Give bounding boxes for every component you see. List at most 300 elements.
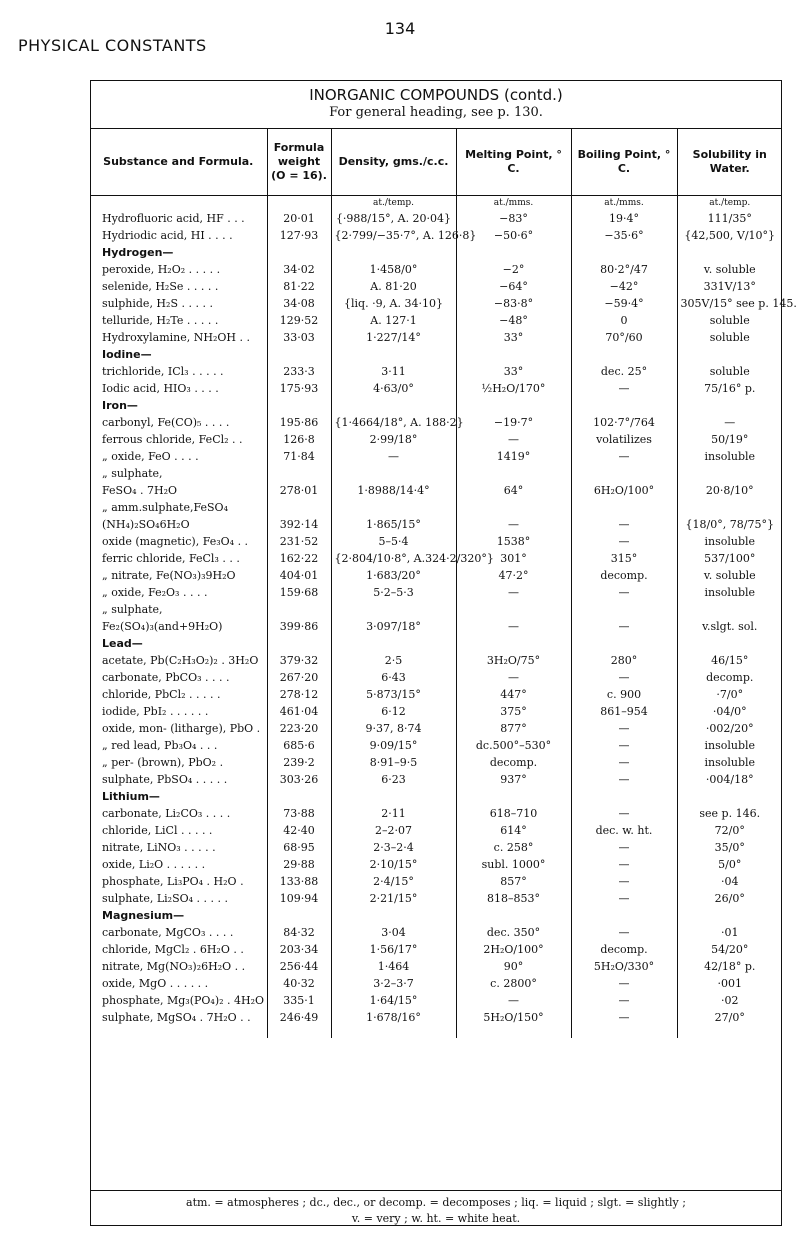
solubility-cell: v. soluble xyxy=(677,261,782,278)
melting-point-cell: 64° xyxy=(456,482,571,499)
col-header-boiling-point: Boiling Point, ° C. xyxy=(571,129,677,196)
substance-cell: chloride, MgCl₂ . 6H₂O . . xyxy=(102,943,244,956)
solubility-cell xyxy=(677,907,782,924)
boiling-point-cell: — xyxy=(571,975,677,992)
footnote-line-1: atm. = atmospheres ; dc., dec., or decomp. = decomposes ; liq. = liquid ; slgt. = slightly ; xyxy=(186,1196,686,1209)
formula-weight-cell: 278·12 xyxy=(267,686,331,703)
melting-point-cell: 301° xyxy=(456,550,571,567)
table-row xyxy=(90,482,782,499)
solubility-cell: ·04 xyxy=(677,873,782,890)
formula-weight-cell: 175·93 xyxy=(267,380,331,397)
table-row xyxy=(90,924,782,941)
solubility-cell xyxy=(677,465,782,482)
unit-cell: at./temp. xyxy=(677,196,782,211)
table-row xyxy=(90,227,782,244)
density-cell xyxy=(331,465,456,482)
solubility-cell: — xyxy=(677,414,782,431)
solubility-cell: 20·8/10° xyxy=(677,482,782,499)
density-cell: 6·12 xyxy=(331,703,456,720)
substance-cell: „ sulphate, xyxy=(102,467,163,480)
table-row xyxy=(90,771,782,788)
boiling-point-cell: dec. w. ht. xyxy=(571,822,677,839)
table-row xyxy=(90,550,782,567)
boiling-point-cell: — xyxy=(571,1009,677,1026)
substance-cell: sulphate, MgSO₄ . 7H₂O . . xyxy=(102,1011,251,1024)
melting-point-cell: −48° xyxy=(456,312,571,329)
boiling-point-cell xyxy=(571,346,677,363)
table-row xyxy=(90,805,782,822)
density-cell: 9·09/15° xyxy=(331,737,456,754)
density-cell: 2·11 xyxy=(331,805,456,822)
formula-weight-cell: 278·01 xyxy=(267,482,331,499)
unit-cell xyxy=(267,196,331,211)
density-cell xyxy=(331,346,456,363)
solubility-cell: ·002/20° xyxy=(677,720,782,737)
solubility-cell: 50/19° xyxy=(677,431,782,448)
table-row xyxy=(90,839,782,856)
formula-weight-cell: 392·14 xyxy=(267,516,331,533)
col-header-melting-point: Melting Point, ° C. xyxy=(456,129,571,196)
boiling-point-cell: dec. 25° xyxy=(571,363,677,380)
table-row xyxy=(90,278,782,295)
density-cell: 1·64/15° xyxy=(331,992,456,1009)
table-row xyxy=(90,686,782,703)
boiling-point-cell: 315° xyxy=(571,550,677,567)
density-cell: 8·91–9·5 xyxy=(331,754,456,771)
spacer-cell xyxy=(331,1026,456,1038)
formula-weight-cell: 34·08 xyxy=(267,295,331,312)
melting-point-cell xyxy=(456,346,571,363)
substance-cell: carbonate, MgCO₃ . . . . xyxy=(102,926,234,939)
boiling-point-cell: — xyxy=(571,516,677,533)
formula-weight-cell: 461·04 xyxy=(267,703,331,720)
solubility-cell: ·001 xyxy=(677,975,782,992)
running-head: PHYSICAL CONSTANTS xyxy=(18,36,207,55)
page-number: 134 xyxy=(384,19,416,38)
table-row xyxy=(90,261,782,278)
table-row xyxy=(90,618,782,635)
boiling-point-cell: — xyxy=(571,533,677,550)
solubility-cell: 75/16° p. xyxy=(677,380,782,397)
solubility-cell xyxy=(677,346,782,363)
solubility-cell: insoluble xyxy=(677,533,782,550)
table-row xyxy=(90,652,782,669)
boiling-point-cell: 5H₂O/330° xyxy=(571,958,677,975)
solubility-cell: decomp. xyxy=(677,669,782,686)
table-row xyxy=(90,516,782,533)
table-row xyxy=(90,992,782,1009)
density-cell xyxy=(331,601,456,618)
boiling-point-cell: — xyxy=(571,890,677,907)
boiling-point-cell: decomp. xyxy=(571,567,677,584)
unit-cell xyxy=(90,196,267,211)
melting-point-cell: −2° xyxy=(456,261,571,278)
boiling-point-cell: −42° xyxy=(571,278,677,295)
melting-point-cell: −50·6° xyxy=(456,227,571,244)
density-cell xyxy=(331,499,456,516)
density-cell: 1·865/15° xyxy=(331,516,456,533)
density-cell: 1·464 xyxy=(331,958,456,975)
boiling-point-cell: — xyxy=(571,924,677,941)
density-cell: 2·3–2·4 xyxy=(331,839,456,856)
density-cell: 1·56/17° xyxy=(331,941,456,958)
solubility-cell: {42,500, V/10°} xyxy=(677,227,782,244)
density-cell: {liq. ·9, A. 34·10} xyxy=(331,295,456,312)
melting-point-cell: dec. 350° xyxy=(456,924,571,941)
melting-point-cell: 33° xyxy=(456,363,571,380)
table-row xyxy=(90,567,782,584)
boiling-point-cell: — xyxy=(571,754,677,771)
melting-point-cell: −83° xyxy=(456,210,571,227)
density-cell: 1·227/14° xyxy=(331,329,456,346)
solubility-cell: 111/35° xyxy=(677,210,782,227)
compounds-table xyxy=(90,128,797,1038)
header-row xyxy=(90,129,782,196)
spacer-cell xyxy=(677,1026,782,1038)
formula-weight-cell: 126·8 xyxy=(267,431,331,448)
melting-point-cell: 33° xyxy=(456,329,571,346)
solubility-cell: v. soluble xyxy=(677,567,782,584)
boiling-point-cell: — xyxy=(571,669,677,686)
table-row xyxy=(90,312,782,329)
boiling-point-cell: 861–954 xyxy=(571,703,677,720)
formula-weight-cell xyxy=(267,601,331,618)
formula-weight-cell: 133·88 xyxy=(267,873,331,890)
solubility-cell: 46/15° xyxy=(677,652,782,669)
formula-weight-cell: 162·22 xyxy=(267,550,331,567)
melting-point-cell: 47·2° xyxy=(456,567,571,584)
density-cell: 3·097/18° xyxy=(331,618,456,635)
boiling-point-cell: −35·6° xyxy=(571,227,677,244)
boiling-point-cell: volatilizes xyxy=(571,431,677,448)
solubility-cell: insoluble xyxy=(677,754,782,771)
formula-weight-cell: 379·32 xyxy=(267,652,331,669)
solubility-cell xyxy=(677,244,782,261)
formula-weight-cell: 42·40 xyxy=(267,822,331,839)
formula-weight-cell: 233·3 xyxy=(267,363,331,380)
substance-cell: nitrate, Mg(NO₃)₂6H₂O . . xyxy=(102,960,246,973)
substance-cell: carbonate, Li₂CO₃ . . . . xyxy=(102,807,231,820)
substance-cell: Hydrofluoric acid, HF . . . xyxy=(102,212,245,225)
solubility-cell: ·004/18° xyxy=(677,771,782,788)
boiling-point-cell: — xyxy=(571,737,677,754)
col-header-solubility: Solubility in Water. xyxy=(677,129,782,196)
density-cell: 2·5 xyxy=(331,652,456,669)
col-header-substance: Substance and Formula. xyxy=(90,129,267,196)
substance-cell: trichloride, ICl₃ . . . . . xyxy=(102,365,224,378)
formula-weight-cell: 109·94 xyxy=(267,890,331,907)
substance-cell: „ red lead, Pb₃O₄ . . . xyxy=(102,739,218,752)
formula-weight-cell: 223·20 xyxy=(267,720,331,737)
col-header-density: Density, gms./c.c. xyxy=(331,129,456,196)
density-cell: {2·804/10·8°, A.324·2/320°} xyxy=(331,550,456,567)
density-cell xyxy=(331,907,456,924)
substance-cell: „ per- (brown), PbO₂ . xyxy=(102,756,224,769)
spacer-cell xyxy=(456,1026,571,1038)
boiling-point-cell: — xyxy=(571,992,677,1009)
formula-weight-cell: 34·02 xyxy=(267,261,331,278)
boiling-point-cell: — xyxy=(571,856,677,873)
table-row xyxy=(90,584,782,601)
solubility-cell: 42/18° p. xyxy=(677,958,782,975)
formula-weight-cell: 84·32 xyxy=(267,924,331,941)
melting-point-cell: −64° xyxy=(456,278,571,295)
density-cell: 3·04 xyxy=(331,924,456,941)
melting-point-cell: c. 2800° xyxy=(456,975,571,992)
boiling-point-cell: 280° xyxy=(571,652,677,669)
solubility-cell: soluble xyxy=(677,329,782,346)
density-cell xyxy=(331,397,456,414)
group-heading: Iodine— xyxy=(102,348,152,361)
solubility-cell: 305V/15° see p. 145. xyxy=(677,295,782,312)
table-row xyxy=(90,822,782,839)
group-heading-row xyxy=(90,907,782,924)
boiling-point-cell: — xyxy=(571,771,677,788)
formula-weight-cell: 685·6 xyxy=(267,737,331,754)
formula-weight-cell xyxy=(267,397,331,414)
table-body xyxy=(90,196,797,1039)
melting-point-cell xyxy=(456,244,571,261)
table-row xyxy=(90,380,782,397)
melting-point-cell xyxy=(456,635,571,652)
formula-weight-cell xyxy=(267,907,331,924)
density-cell: 3·11 xyxy=(331,363,456,380)
solubility-cell: v.slgt. sol. xyxy=(677,618,782,635)
boiling-point-cell xyxy=(571,601,677,618)
density-cell: 1·8988/14·4° xyxy=(331,482,456,499)
boiling-point-cell xyxy=(571,465,677,482)
melting-point-cell xyxy=(456,465,571,482)
boiling-point-cell: — xyxy=(571,720,677,737)
substance-cell: „ oxide, FeO . . . . xyxy=(102,450,199,463)
spacer-cell xyxy=(571,1026,677,1038)
formula-weight-cell: 20·01 xyxy=(267,210,331,227)
boiling-point-cell: — xyxy=(571,584,677,601)
formula-weight-cell: 231·52 xyxy=(267,533,331,550)
melting-point-cell: — xyxy=(456,584,571,601)
melting-point-cell xyxy=(456,499,571,516)
melting-point-cell xyxy=(456,397,571,414)
melting-point-cell: — xyxy=(456,618,571,635)
table-row xyxy=(90,363,782,380)
solubility-cell: 35/0° xyxy=(677,839,782,856)
density-cell xyxy=(331,635,456,652)
melting-point-cell: −83·8° xyxy=(456,295,571,312)
solubility-cell: insoluble xyxy=(677,448,782,465)
solubility-cell: 27/0° xyxy=(677,1009,782,1026)
formula-weight-cell xyxy=(267,346,331,363)
density-cell: {2·799/−35·7°, A. 126·8} xyxy=(331,227,456,244)
boiling-point-cell xyxy=(571,397,677,414)
melting-point-cell: −19·7° xyxy=(456,414,571,431)
substance-cell: ferrous chloride, FeCl₂ . . xyxy=(102,433,243,446)
boiling-point-cell: — xyxy=(571,839,677,856)
melting-point-cell: 2H₂O/100° xyxy=(456,941,571,958)
melting-point-cell xyxy=(456,788,571,805)
table-row xyxy=(90,465,782,482)
substance-cell: sulphate, PbSO₄ . . . . . xyxy=(102,773,228,786)
spacer-cell xyxy=(267,1026,331,1038)
solubility-cell: 72/0° xyxy=(677,822,782,839)
group-heading-row xyxy=(90,635,782,652)
melting-point-cell: — xyxy=(456,516,571,533)
substance-cell: peroxide, H₂O₂ . . . . . xyxy=(102,263,221,276)
melting-point-cell: 937° xyxy=(456,771,571,788)
density-cell: 9·37, 8·74 xyxy=(331,720,456,737)
solubility-cell xyxy=(677,601,782,618)
substance-cell: carbonyl, Fe(CO)₅ . . . . xyxy=(102,416,230,429)
melting-point-cell: c. 258° xyxy=(456,839,571,856)
formula-weight-cell: 239·2 xyxy=(267,754,331,771)
density-cell xyxy=(331,788,456,805)
solubility-cell: ·04/0° xyxy=(677,703,782,720)
table-row xyxy=(90,873,782,890)
density-cell: 5–5·4 xyxy=(331,533,456,550)
formula-weight-cell: 73·88 xyxy=(267,805,331,822)
density-cell: 3·2–3·7 xyxy=(331,975,456,992)
formula-weight-cell: 68·95 xyxy=(267,839,331,856)
formula-weight-cell: 40·32 xyxy=(267,975,331,992)
table-row xyxy=(90,856,782,873)
table-row xyxy=(90,414,782,431)
unit-cell: at./temp. xyxy=(331,196,456,211)
density-cell xyxy=(331,244,456,261)
spacer-cell xyxy=(90,1026,267,1038)
solubility-cell xyxy=(677,499,782,516)
melting-point-cell: 857° xyxy=(456,873,571,890)
group-heading-row xyxy=(90,397,782,414)
units-row xyxy=(90,196,782,211)
density-cell: 1·683/20° xyxy=(331,567,456,584)
density-cell: 5·873/15° xyxy=(331,686,456,703)
formula-weight-cell: 159·68 xyxy=(267,584,331,601)
substance-cell: „ amm.sulphate,FeSO₄ xyxy=(102,501,228,514)
formula-weight-cell xyxy=(267,465,331,482)
formula-weight-cell: 195·86 xyxy=(267,414,331,431)
table-row xyxy=(90,975,782,992)
solubility-cell: ·02 xyxy=(677,992,782,1009)
substance-cell: ferric chloride, FeCl₃ . . . xyxy=(102,552,240,565)
solubility-cell: ·7/0° xyxy=(677,686,782,703)
solubility-cell: insoluble xyxy=(677,584,782,601)
formula-weight-cell: 256·44 xyxy=(267,958,331,975)
boiling-point-cell: 0 xyxy=(571,312,677,329)
density-cell: 1·678/16° xyxy=(331,1009,456,1026)
substance-cell: oxide, MgO . . . . . . xyxy=(102,977,209,990)
formula-weight-cell: 71·84 xyxy=(267,448,331,465)
substance-cell: Fe₂(SO₄)₃(and+9H₂O) xyxy=(102,620,223,633)
melting-point-cell xyxy=(456,601,571,618)
boiling-point-cell: — xyxy=(571,805,677,822)
substance-cell: FeSO₄ . 7H₂O xyxy=(102,484,178,497)
melting-point-cell: decomp. xyxy=(456,754,571,771)
table-row xyxy=(90,941,782,958)
substance-cell: nitrate, LiNO₃ . . . . . xyxy=(102,841,216,854)
solubility-cell: 5/0° xyxy=(677,856,782,873)
unit-cell: at./mms. xyxy=(571,196,677,211)
solubility-cell: 331V/13° xyxy=(677,278,782,295)
formula-weight-cell: 203·34 xyxy=(267,941,331,958)
density-cell: 2·4/15° xyxy=(331,873,456,890)
table-row xyxy=(90,669,782,686)
formula-weight-cell: 335·1 xyxy=(267,992,331,1009)
boiling-point-cell: — xyxy=(571,380,677,397)
substance-cell: chloride, LiCl . . . . . xyxy=(102,824,213,837)
group-heading-row xyxy=(90,346,782,363)
table-row xyxy=(90,499,782,516)
melting-point-cell: 5H₂O/150° xyxy=(456,1009,571,1026)
density-cell: 4·63/0° xyxy=(331,380,456,397)
formula-weight-cell: 303·26 xyxy=(267,771,331,788)
formula-weight-cell xyxy=(267,499,331,516)
density-cell: 2·21/15° xyxy=(331,890,456,907)
formula-weight-cell: 129·52 xyxy=(267,312,331,329)
solubility-cell xyxy=(677,788,782,805)
table-end-spacer xyxy=(90,1026,782,1038)
boiling-point-cell xyxy=(571,244,677,261)
unit-cell: at./mms. xyxy=(456,196,571,211)
table-row xyxy=(90,754,782,771)
density-cell: — xyxy=(331,448,456,465)
table-subtitle: For general heading, see p. 130. xyxy=(329,105,543,120)
substance-cell: telluride, H₂Te . . . . . xyxy=(102,314,219,327)
table-title: INORGANIC COMPOUNDS (contd.) xyxy=(309,86,563,104)
boiling-point-cell xyxy=(571,788,677,805)
substance-cell: oxide, Li₂O . . . . . . xyxy=(102,858,206,871)
solubility-cell: insoluble xyxy=(677,737,782,754)
boiling-point-cell: 70°/60 xyxy=(571,329,677,346)
group-heading: Magnesium— xyxy=(102,909,185,922)
solubility-cell: see p. 146. xyxy=(677,805,782,822)
solubility-cell: 26/0° xyxy=(677,890,782,907)
boiling-point-cell: 19·4° xyxy=(571,210,677,227)
formula-weight-cell: 246·49 xyxy=(267,1009,331,1026)
substance-cell: Hydroxylamine, NH₂OH . . xyxy=(102,331,250,344)
solubility-cell: ·01 xyxy=(677,924,782,941)
melting-point-cell: ½H₂O/170° xyxy=(456,380,571,397)
boiling-point-cell: c. 900 xyxy=(571,686,677,703)
melting-point-cell: subl. 1000° xyxy=(456,856,571,873)
group-heading: Lithium— xyxy=(102,790,160,803)
boiling-point-cell: decomp. xyxy=(571,941,677,958)
solubility-cell xyxy=(677,635,782,652)
density-cell: 6·43 xyxy=(331,669,456,686)
table-row xyxy=(90,329,782,346)
table-row xyxy=(90,295,782,312)
group-heading: Hydrogen— xyxy=(102,246,174,259)
density-cell: A. 81·20 xyxy=(331,278,456,295)
substance-cell: oxide (magnetic), Fe₃O₄ . . xyxy=(102,535,249,548)
melting-point-cell: 614° xyxy=(456,822,571,839)
table-row xyxy=(90,533,782,550)
melting-point-cell: 375° xyxy=(456,703,571,720)
table-row xyxy=(90,720,782,737)
boiling-point-cell xyxy=(571,907,677,924)
density-cell: A. 127·1 xyxy=(331,312,456,329)
boiling-point-cell: 80·2°/47 xyxy=(571,261,677,278)
solubility-cell: 537/100° xyxy=(677,550,782,567)
boiling-point-cell: −59·4° xyxy=(571,295,677,312)
density-cell: 6·23 xyxy=(331,771,456,788)
density-cell: {·988/15°, A. 20·04} xyxy=(331,210,456,227)
boiling-point-cell: 6H₂O/100° xyxy=(571,482,677,499)
melting-point-cell: 1419° xyxy=(456,448,571,465)
table-row xyxy=(90,890,782,907)
melting-point-cell: — xyxy=(456,669,571,686)
density-cell: 1·458/0° xyxy=(331,261,456,278)
melting-point-cell: dc.500°–530° xyxy=(456,737,571,754)
melting-point-cell: 447° xyxy=(456,686,571,703)
